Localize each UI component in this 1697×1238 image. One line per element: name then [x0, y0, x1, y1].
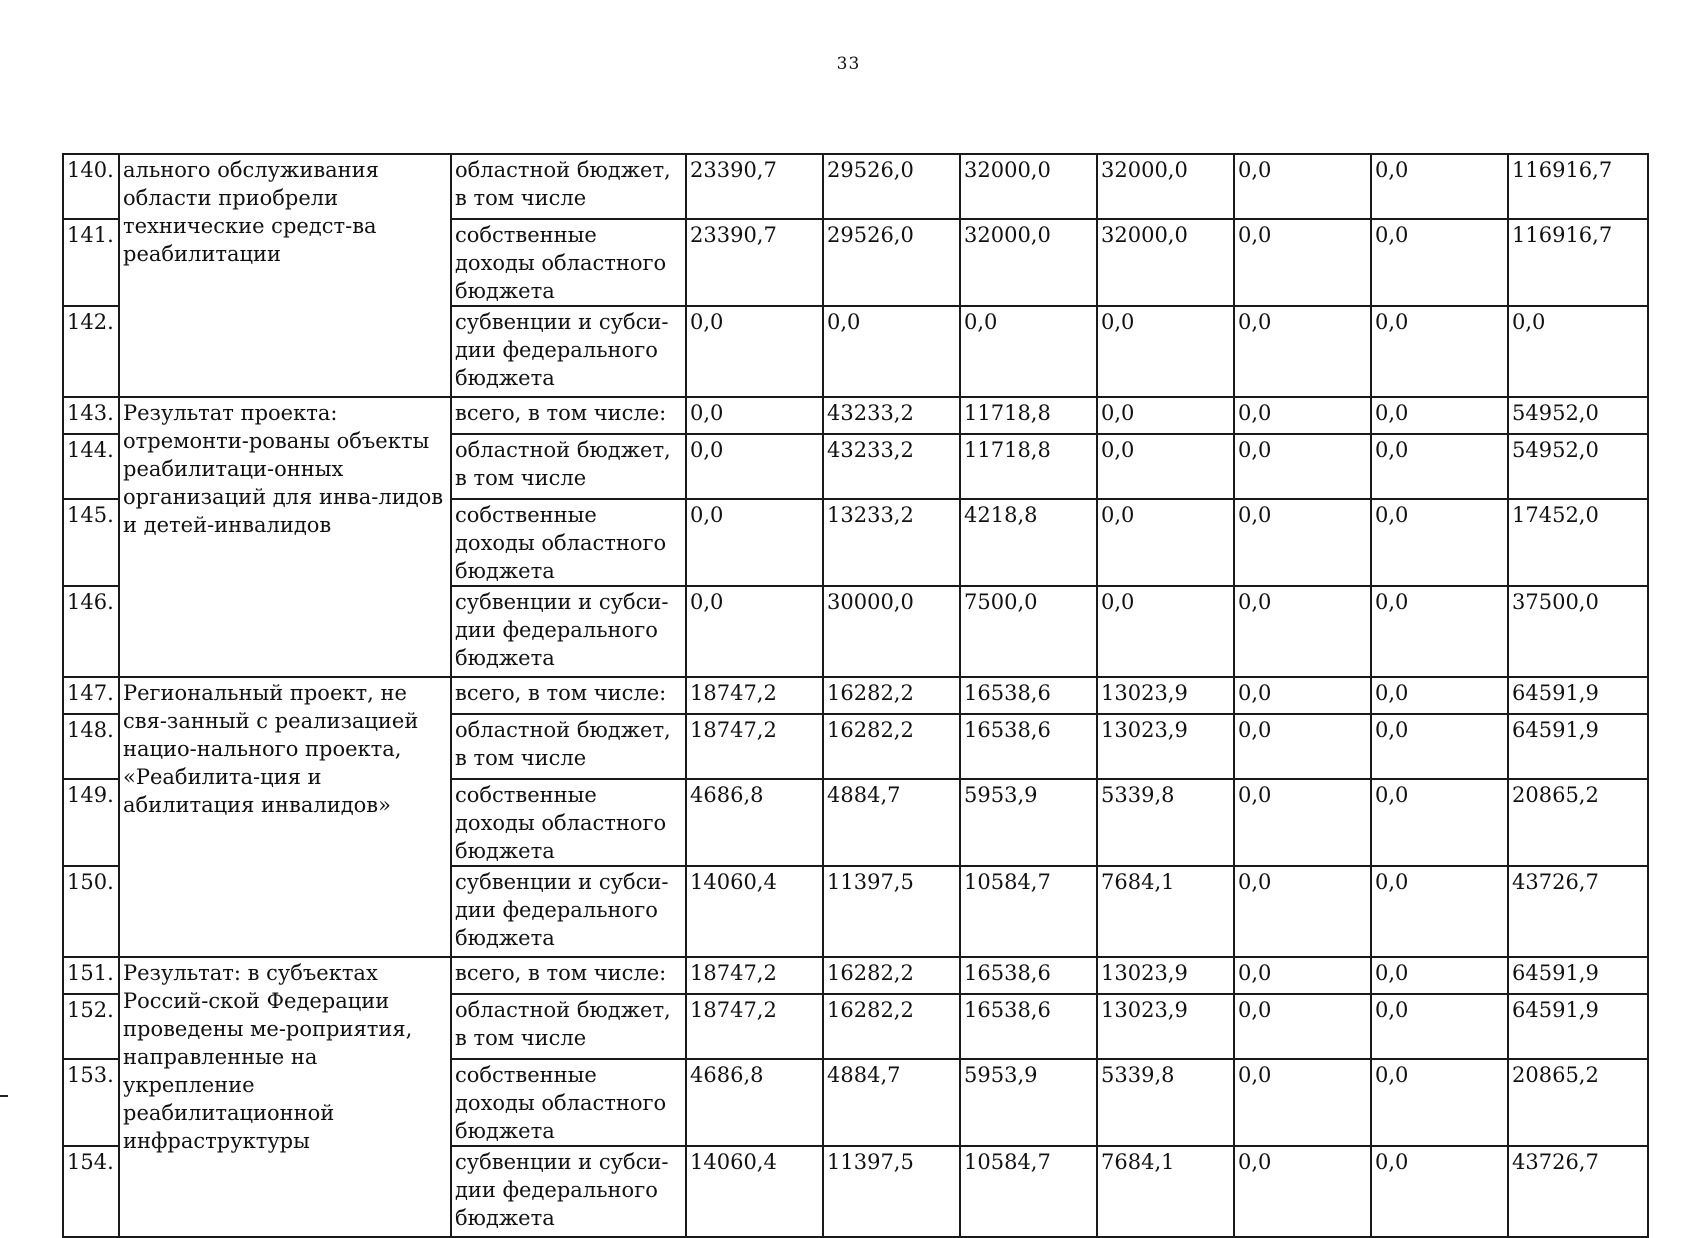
year-value: 16282,2: [823, 994, 960, 1059]
row-number: 150.: [63, 866, 119, 957]
total-value: 37500,0: [1508, 586, 1648, 677]
year-value: 23390,7: [686, 219, 823, 306]
year-value: 0,0: [1371, 779, 1508, 866]
year-value: 0,0: [686, 434, 823, 499]
total-value: 64591,9: [1508, 957, 1648, 994]
year-value: 7500,0: [960, 586, 1097, 677]
funding-source: собственные доходы областного бюджета: [451, 779, 686, 866]
year-value: 0,0: [1371, 219, 1508, 306]
year-value: 0,0: [1234, 677, 1371, 714]
funding-source: собственные доходы областного бюджета: [451, 219, 686, 306]
year-value: 32000,0: [1097, 154, 1234, 219]
row-number: 154.: [63, 1146, 119, 1237]
year-value: 11397,5: [823, 1146, 960, 1237]
page-number: 33: [836, 54, 861, 74]
year-value: 0,0: [1234, 1059, 1371, 1146]
funding-source: областной бюджет, в том числе: [451, 154, 686, 219]
total-value: 17452,0: [1508, 499, 1648, 586]
year-value: 0,0: [1371, 677, 1508, 714]
total-value: 64591,9: [1508, 994, 1648, 1059]
funding-source: областной бюджет, в том числе: [451, 434, 686, 499]
table-row: [63, 957, 1648, 994]
year-value: 0,0: [1371, 154, 1508, 219]
year-value: 0,0: [686, 397, 823, 434]
total-value: 43726,7: [1508, 866, 1648, 957]
funding-source: субвенции и субси-дии федерального бюджета: [451, 1146, 686, 1237]
year-value: 0,0: [686, 499, 823, 586]
row-number: 146.: [63, 586, 119, 677]
year-value: 5953,9: [960, 1059, 1097, 1146]
row-description: Региональный проект, не свя-занный с реализацией нацио-нального проекта, «Реабилита-ция и абилитация инвалидов»: [119, 677, 451, 957]
year-value: 0,0: [1234, 957, 1371, 994]
year-value: 5339,8: [1097, 1059, 1234, 1146]
year-value: 0,0: [1234, 219, 1371, 306]
year-value: 0,0: [1371, 499, 1508, 586]
year-value: 13023,9: [1097, 714, 1234, 779]
year-value: 0,0: [823, 306, 960, 397]
year-value: 0,0: [686, 586, 823, 677]
row-number: 145.: [63, 499, 119, 586]
funding-source: собственные доходы областного бюджета: [451, 1059, 686, 1146]
year-value: 0,0: [1097, 306, 1234, 397]
row-number: 141.: [63, 219, 119, 306]
row-number: 152.: [63, 994, 119, 1059]
year-value: 16538,6: [960, 677, 1097, 714]
year-value: 16538,6: [960, 994, 1097, 1059]
table-body: [63, 154, 1648, 1237]
funding-source: собственные доходы областного бюджета: [451, 499, 686, 586]
year-value: 14060,4: [686, 1146, 823, 1237]
year-value: 0,0: [1234, 1146, 1371, 1237]
year-value: 16282,2: [823, 714, 960, 779]
year-value: 32000,0: [1097, 219, 1234, 306]
year-value: 11718,8: [960, 434, 1097, 499]
year-value: 16538,6: [960, 714, 1097, 779]
total-value: 0,0: [1508, 306, 1648, 397]
year-value: 0,0: [1234, 154, 1371, 219]
year-value: 14060,4: [686, 866, 823, 957]
year-value: 13023,9: [1097, 957, 1234, 994]
year-value: 0,0: [1097, 586, 1234, 677]
year-value: 0,0: [1234, 434, 1371, 499]
year-value: 10584,7: [960, 1146, 1097, 1237]
scan-margin-mark: [0, 1095, 8, 1097]
year-value: 4686,8: [686, 1059, 823, 1146]
year-value: 0,0: [1234, 306, 1371, 397]
total-value: 20865,2: [1508, 779, 1648, 866]
year-value: 29526,0: [823, 154, 960, 219]
year-value: 0,0: [1371, 306, 1508, 397]
total-value: 43726,7: [1508, 1146, 1648, 1237]
funding-source: субвенции и субси-дии федерального бюджета: [451, 866, 686, 957]
funding-source: всего, в том числе:: [451, 397, 686, 434]
total-value: 54952,0: [1508, 434, 1648, 499]
total-value: 116916,7: [1508, 219, 1648, 306]
row-description: Результат проекта: отремонти-рованы объекты реабилитаци-онных организаций для инва-лидов и детей-инвалидов: [119, 397, 451, 677]
year-value: 16538,6: [960, 957, 1097, 994]
year-value: 0,0: [1234, 714, 1371, 779]
year-value: 0,0: [1234, 499, 1371, 586]
total-value: 64591,9: [1508, 714, 1648, 779]
year-value: 43233,2: [823, 397, 960, 434]
year-value: 11397,5: [823, 866, 960, 957]
budget-table: [62, 153, 1649, 1238]
year-value: 0,0: [1097, 397, 1234, 434]
year-value: 7684,1: [1097, 866, 1234, 957]
year-value: 10584,7: [960, 866, 1097, 957]
year-value: 0,0: [1234, 994, 1371, 1059]
total-value: 116916,7: [1508, 154, 1648, 219]
year-value: 0,0: [1371, 714, 1508, 779]
year-value: 18747,2: [686, 714, 823, 779]
table-row: [63, 677, 1648, 714]
year-value: 43233,2: [823, 434, 960, 499]
funding-source: субвенции и субси-дии федерального бюджета: [451, 306, 686, 397]
year-value: 13023,9: [1097, 994, 1234, 1059]
year-value: 0,0: [1371, 1146, 1508, 1237]
year-value: 4884,7: [823, 1059, 960, 1146]
year-value: 0,0: [1371, 994, 1508, 1059]
row-number: 153.: [63, 1059, 119, 1146]
funding-source: областной бюджет, в том числе: [451, 714, 686, 779]
year-value: 0,0: [686, 306, 823, 397]
funding-source: всего, в том числе:: [451, 677, 686, 714]
year-value: 0,0: [960, 306, 1097, 397]
row-description: Результат: в субъектах Россий-ской Федерации проведены ме-роприятия, направленные на укрепление реабилитационной инфраструктуры: [119, 957, 451, 1237]
year-value: 0,0: [1234, 586, 1371, 677]
year-value: 0,0: [1097, 499, 1234, 586]
funding-source: областной бюджет, в том числе: [451, 994, 686, 1059]
year-value: 0,0: [1371, 866, 1508, 957]
table-row: [63, 397, 1648, 434]
year-value: 4686,8: [686, 779, 823, 866]
year-value: 5339,8: [1097, 779, 1234, 866]
year-value: 0,0: [1371, 957, 1508, 994]
year-value: 0,0: [1371, 586, 1508, 677]
total-value: 20865,2: [1508, 1059, 1648, 1146]
year-value: 0,0: [1234, 779, 1371, 866]
funding-source: субвенции и субси-дии федерального бюджета: [451, 586, 686, 677]
year-value: 32000,0: [960, 154, 1097, 219]
year-value: 16282,2: [823, 957, 960, 994]
year-value: 0,0: [1371, 434, 1508, 499]
year-value: 30000,0: [823, 586, 960, 677]
year-value: 18747,2: [686, 677, 823, 714]
year-value: 16282,2: [823, 677, 960, 714]
year-value: 13023,9: [1097, 677, 1234, 714]
year-value: 23390,7: [686, 154, 823, 219]
year-value: 11718,8: [960, 397, 1097, 434]
year-value: 0,0: [1234, 397, 1371, 434]
total-value: 54952,0: [1508, 397, 1648, 434]
row-number: 143.: [63, 397, 119, 434]
year-value: 13233,2: [823, 499, 960, 586]
year-value: 7684,1: [1097, 1146, 1234, 1237]
year-value: 18747,2: [686, 957, 823, 994]
row-number: 144.: [63, 434, 119, 499]
year-value: 0,0: [1371, 1059, 1508, 1146]
row-number: 147.: [63, 677, 119, 714]
year-value: 4884,7: [823, 779, 960, 866]
funding-source: всего, в том числе:: [451, 957, 686, 994]
table-row: [63, 154, 1648, 219]
total-value: 64591,9: [1508, 677, 1648, 714]
year-value: 0,0: [1097, 434, 1234, 499]
year-value: 4218,8: [960, 499, 1097, 586]
year-value: 29526,0: [823, 219, 960, 306]
year-value: 0,0: [1371, 397, 1508, 434]
year-value: 0,0: [1234, 866, 1371, 957]
year-value: 18747,2: [686, 994, 823, 1059]
row-number: 140.: [63, 154, 119, 219]
year-value: 32000,0: [960, 219, 1097, 306]
row-number: 142.: [63, 306, 119, 397]
year-value: 5953,9: [960, 779, 1097, 866]
row-number: 151.: [63, 957, 119, 994]
row-number: 148.: [63, 714, 119, 779]
row-number: 149.: [63, 779, 119, 866]
row-description: ального обслуживания области приобрели технические средст-ва реабилитации: [119, 154, 451, 397]
